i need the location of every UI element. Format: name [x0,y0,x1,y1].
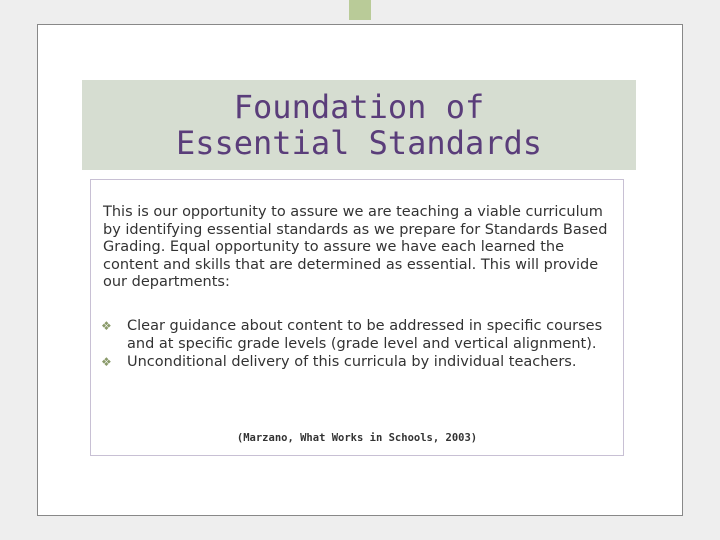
diamond-bullet-icon: ❖ [101,319,112,333]
bullet-item [101,317,617,353]
corner-accent-tab [349,0,371,20]
bullet-item [101,353,617,371]
bullet-list [101,317,617,371]
citation: (Marzano, What Works in Schools, 2003) [236,432,478,444]
intro-paragraph: This is our opportunity to assure we are teaching a viable curriculum by identifying essential standards as we prepare for Standards Based Grading. Equal opportunity to assure we have each learned the content and skills that are determined as essential. This will provide our departments: [103,204,608,290]
content-box [90,179,624,456]
bullet-text: Clear guidance about content to be addressed in specific courses and at specific grade levels (grade level and vertical alignment). [127,318,603,352]
diamond-bullet-icon: ❖ [101,355,112,369]
title-band [82,80,636,170]
slide-title: Foundation of Essential Standards [175,88,543,162]
bullet-text: Unconditional delivery of this curricula by individual teachers. [127,354,577,370]
